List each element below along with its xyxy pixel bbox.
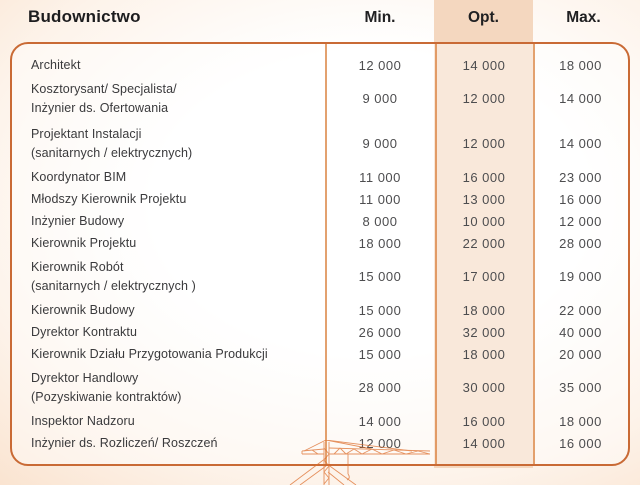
opt-salary-cell: 18 000 xyxy=(462,302,506,318)
table-row xyxy=(12,410,628,432)
job-title-cell xyxy=(12,301,325,320)
opt-salary-cell: 16 000 xyxy=(462,169,506,185)
opt-salary-cell: 30 000 xyxy=(462,380,506,395)
job-title-cell xyxy=(12,125,325,163)
min-salary-cell: 11 000 xyxy=(359,191,401,207)
min-salary-cell: 15 000 xyxy=(358,269,402,284)
max-salary-cell: 22 000 xyxy=(559,302,602,318)
job-title-line: Kierownik Budowy xyxy=(31,302,135,317)
max-salary-cell: 20 000 xyxy=(559,346,602,362)
max-salary-cell: 19 000 xyxy=(559,269,602,284)
job-title-cell xyxy=(12,212,325,231)
max-salary-cell: 14 000 xyxy=(559,91,602,106)
min-salary-cell: 15 000 xyxy=(358,346,402,362)
job-title-cell xyxy=(12,168,325,187)
table-row xyxy=(12,54,628,76)
tower-crane-icon xyxy=(282,440,432,485)
category-title: Budownictwo xyxy=(28,7,141,26)
job-title-cell xyxy=(12,323,325,342)
table-header xyxy=(0,0,640,42)
table-row xyxy=(12,188,628,210)
opt-salary-cell: 13 000 xyxy=(462,191,506,207)
opt-salary-cell: 22 000 xyxy=(462,235,506,251)
job-title-line: Inżynier Budowy xyxy=(31,213,125,228)
opt-salary-cell: 12 000 xyxy=(462,91,506,106)
column-header-max: Max. xyxy=(566,9,601,26)
job-title-line: Kierownik Projektu xyxy=(31,235,137,250)
min-salary-cell: 8 000 xyxy=(362,213,398,229)
opt-salary-cell: 16 000 xyxy=(462,413,506,429)
min-salary-cell: 12 000 xyxy=(358,435,402,451)
max-salary-cell: 12 000 xyxy=(559,213,602,229)
max-salary-cell: 18 000 xyxy=(559,413,602,429)
opt-salary-cell: 10 000 xyxy=(462,213,506,229)
table-row xyxy=(12,343,628,365)
salary-table xyxy=(10,42,630,466)
job-title-line: (sanitarnych / elektrycznych) xyxy=(31,145,193,160)
job-title-cell xyxy=(12,412,325,431)
min-salary-cell: 9 000 xyxy=(362,91,398,106)
min-salary-cell: 12 000 xyxy=(358,57,402,73)
job-title-cell xyxy=(12,80,325,118)
min-salary-cell: 26 000 xyxy=(358,324,402,340)
opt-salary-cell: 14 000 xyxy=(462,435,506,451)
min-salary-cell: 9 000 xyxy=(362,136,398,151)
job-title-line: Kierownik Działu Przygotowania Produkcji xyxy=(31,346,268,361)
table-row xyxy=(12,321,628,343)
min-salary-cell: 11 000 xyxy=(359,169,401,185)
max-salary-cell: 35 000 xyxy=(559,380,602,395)
max-salary-cell: 23 000 xyxy=(559,169,602,185)
job-title-line: Dyrektor Kontraktu xyxy=(31,324,138,339)
job-title-line: Kierownik Robót xyxy=(31,259,124,274)
opt-salary-cell: 32 000 xyxy=(462,324,506,340)
job-title-line: Koordynator BIM xyxy=(31,169,127,184)
max-salary-cell: 28 000 xyxy=(559,235,602,251)
job-title-line: Młodszy Kierownik Projektu xyxy=(31,191,187,206)
max-salary-cell: 16 000 xyxy=(559,191,602,207)
table-row xyxy=(12,299,628,321)
min-salary-cell: 28 000 xyxy=(358,380,402,395)
opt-salary-cell: 18 000 xyxy=(462,346,506,362)
column-header-min: Min. xyxy=(364,9,396,26)
min-salary-cell: 14 000 xyxy=(358,413,402,429)
job-title-line: (Pozyskiwanie kontraktów) xyxy=(31,389,182,404)
table-row xyxy=(12,76,628,121)
table-row xyxy=(12,121,628,166)
job-title-line: Projektant Instalacji xyxy=(31,126,142,141)
job-title-cell xyxy=(12,258,325,296)
table-row xyxy=(12,254,628,299)
job-title-cell xyxy=(12,234,325,253)
min-salary-cell: 15 000 xyxy=(358,302,402,318)
job-title-cell xyxy=(12,56,325,75)
opt-salary-cell: 17 000 xyxy=(462,269,506,284)
job-title-cell xyxy=(12,345,325,364)
opt-salary-cell: 14 000 xyxy=(462,57,506,73)
table-row xyxy=(12,210,628,232)
min-salary-cell: 18 000 xyxy=(358,235,402,251)
job-title-line: Inżynier ds. Rozliczeń/ Roszczeń xyxy=(31,435,218,450)
job-title-line: Inżynier ds. Ofertowania xyxy=(31,100,169,115)
job-title-line: (sanitarnych / elektrycznych ) xyxy=(31,278,196,293)
table-row xyxy=(12,232,628,254)
max-salary-cell: 16 000 xyxy=(559,435,602,451)
table-row xyxy=(12,365,628,410)
job-title-line: Architekt xyxy=(31,57,81,72)
job-title-cell xyxy=(12,369,325,407)
column-header-opt: Opt. xyxy=(468,9,499,26)
job-title-line: Kosztorysant/ Specjalista/ xyxy=(31,81,177,96)
job-title-cell xyxy=(12,190,325,209)
opt-salary-cell: 12 000 xyxy=(462,136,506,151)
max-salary-cell: 14 000 xyxy=(559,136,602,151)
table-row xyxy=(12,166,628,188)
job-title-line: Inspektor Nadzoru xyxy=(31,413,135,428)
table-rows xyxy=(12,54,628,454)
max-salary-cell: 40 000 xyxy=(559,324,602,340)
max-salary-cell: 18 000 xyxy=(559,57,602,73)
job-title-cell xyxy=(12,434,325,453)
job-title-line: Dyrektor Handlowy xyxy=(31,370,139,385)
